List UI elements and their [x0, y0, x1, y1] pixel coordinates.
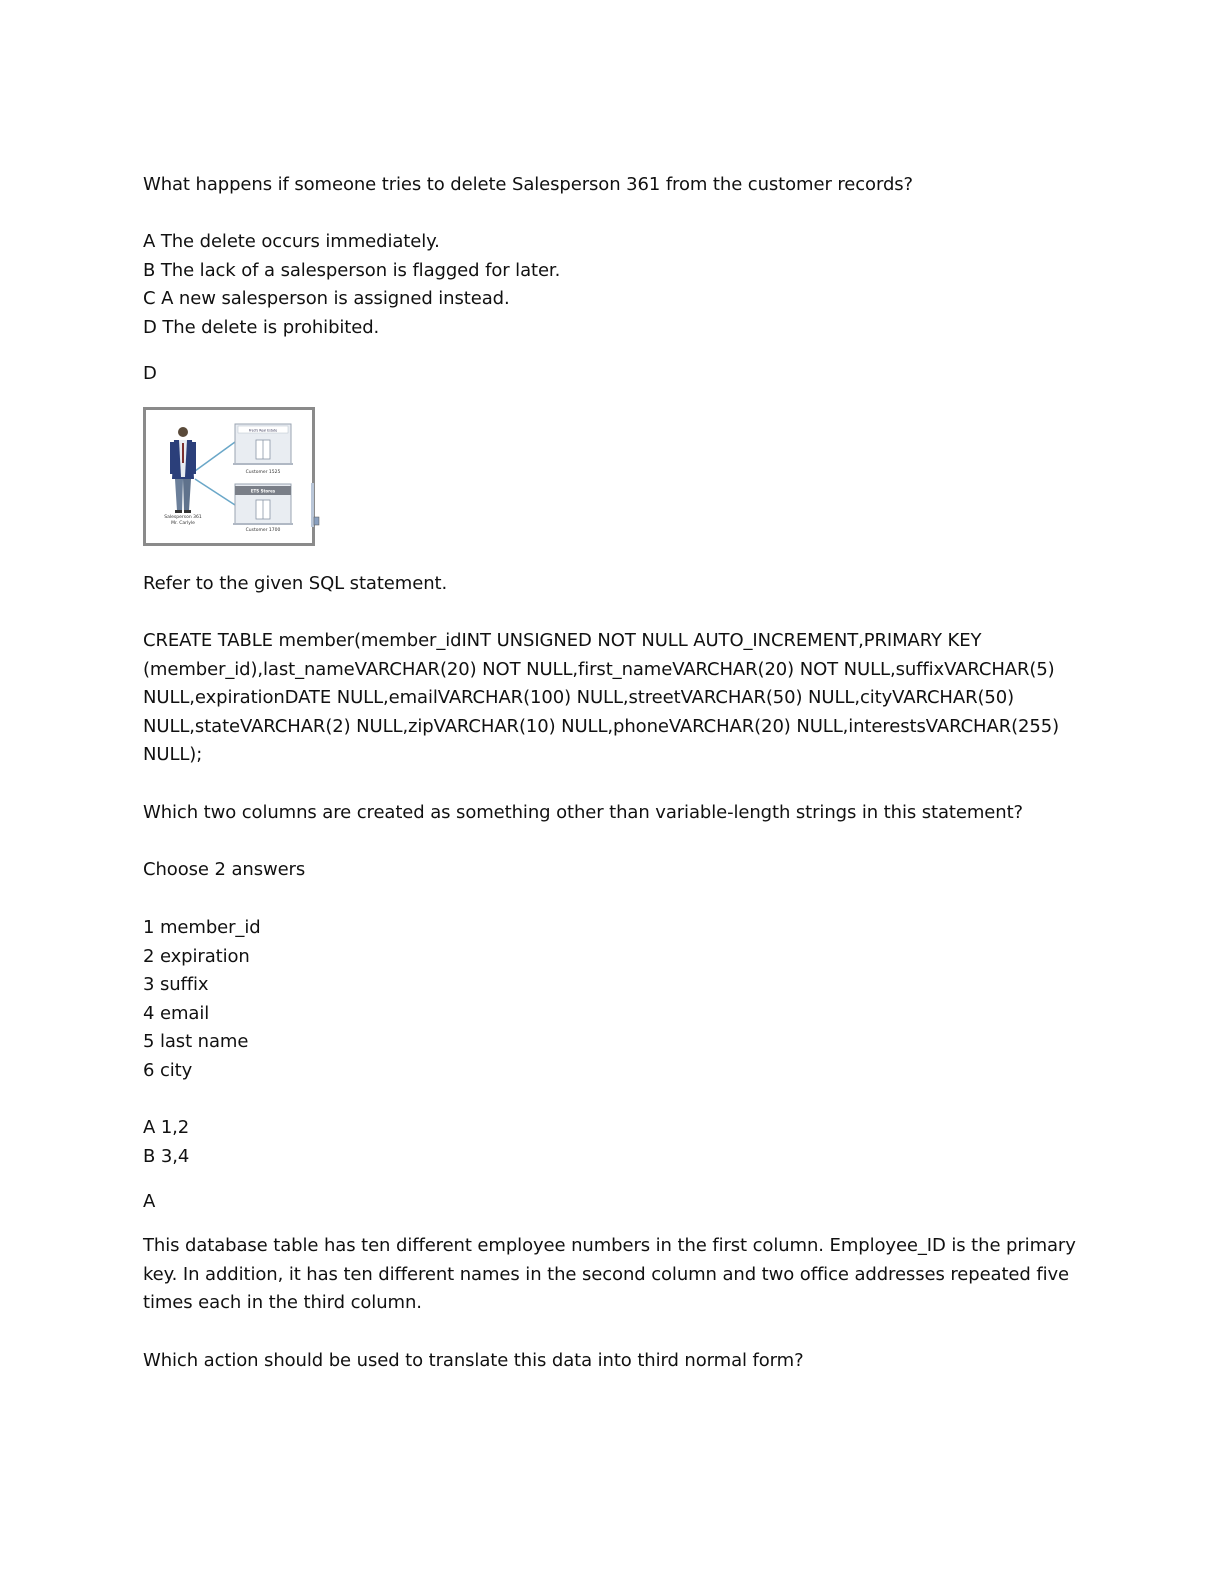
q1-option-b: B The lack of a salesperson is flagged for later. [143, 259, 561, 281]
q1-option-c: C A new salesperson is assigned instead. [143, 288, 510, 310]
sql-line-4: NULL,stateVARCHAR(2) NULL,zipVARCHAR(10) NULL,phoneVARCHAR(20) NULL,interestsVARCHAR(255) [143, 715, 1060, 737]
q2-instruction: Choose 2 answers [143, 859, 306, 880]
q2-item-6: 6 city [143, 1059, 193, 1081]
q2-item-4: 4 email [143, 1002, 210, 1024]
q2-item-5: 5 last name [143, 1031, 249, 1053]
figure-customer-bottom: Customer 1700 [245, 528, 281, 533]
sql-line-2: (member_id),last_nameVARCHAR(20) NOT NULL,first_nameVARCHAR(20) NOT NULL,suffixVARCHAR(5) [143, 658, 1055, 680]
q1-option-d: D The delete is prohibited. [143, 316, 380, 338]
sql-line-1: CREATE TABLE member(member_idINT UNSIGNED NOT NULL AUTO_INCREMENT,PRIMARY KEY [143, 630, 982, 651]
q3-line-1: This database table has ten different employee numbers in the first column. Employee_ID is the primary [143, 1235, 1076, 1256]
q2-option-b: B 3,4 [143, 1145, 190, 1167]
q2-sql-statement [143, 627, 1083, 770]
figure-shop-top: Fred's Real Estate [248, 428, 278, 433]
q3-question: Which action should be used to translate this data into third normal form? [143, 1350, 804, 1371]
figure-shop-bottom: ETS Stores [250, 488, 276, 494]
q2-options [143, 1114, 1083, 1171]
q2-items [143, 914, 1083, 1086]
q2-intro: Refer to the given SQL statement. [143, 573, 448, 594]
salesperson-customer-figure [143, 407, 321, 547]
q1-option-a: A The delete occurs immediately. [143, 231, 440, 252]
q2-answer: A [143, 1191, 156, 1212]
sql-line-3: NULL,expirationDATE NULL,emailVARCHAR(100) NULL,streetVARCHAR(50) NULL,cityVARCHAR(50) [143, 687, 1015, 709]
q1-question: What happens if someone tries to delete Salesperson 361 from the customer records? [143, 174, 914, 195]
q3-line-2: key. In addition, it has ten different names in the second column and two office addresses repeated five [143, 1263, 1070, 1285]
figure-person-line2: Mr. Carlyle [171, 521, 195, 526]
figure-customer-top: Customer 1525 [245, 470, 281, 475]
q3-line-3: times each in the third column. [143, 1292, 422, 1314]
q1-answer: D [143, 363, 157, 384]
q2-question: Which two columns are created as something other than variable-length strings in this statement? [143, 802, 1023, 823]
q1-options [143, 228, 1083, 342]
q2-item-1: 1 member_id [143, 917, 261, 938]
q2-item-3: 3 suffix [143, 974, 209, 996]
q2-item-2: 2 expiration [143, 945, 250, 967]
sql-line-5: NULL); [143, 744, 203, 766]
q2-option-a: A 1,2 [143, 1117, 190, 1138]
figure-person-line1: Salesperson 361 [164, 515, 202, 520]
q3-paragraph [143, 1232, 1083, 1318]
